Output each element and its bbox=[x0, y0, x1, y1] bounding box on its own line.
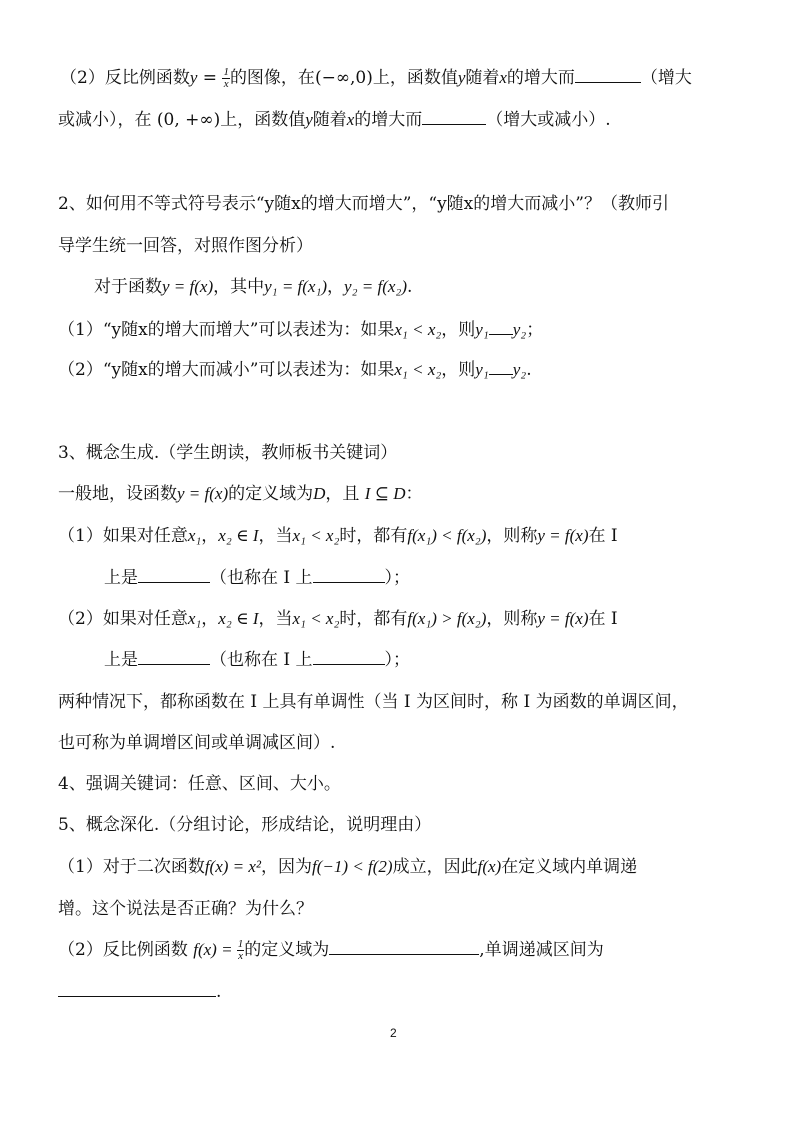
domain-statement: 一般地，设函数y = f(x)的定义域为D，且 I ⊆ D： bbox=[58, 484, 423, 504]
answer-blank[interactable] bbox=[313, 566, 385, 583]
decreasing-definition-continued: 上是 （也称在 I 上 ）； bbox=[104, 650, 411, 670]
answer-blank[interactable] bbox=[138, 648, 210, 665]
reciprocal-question: （2）反比例函数 f(x) = $\frac{1}{x}$ 的定义域为 ,单调递减区间为 bbox=[58, 938, 604, 962]
answer-blank[interactable] bbox=[489, 318, 513, 335]
function-definition-line: 对于函数y = f(x)，其中y₁ = f(x₁)，y₂ = f(x₂). bbox=[94, 277, 413, 297]
fraction-1-over-x: $\frac{1}{x}$ bbox=[223, 66, 229, 90]
monotonicity-summary-continued: 也可称为单调增区间或单调减区间）. bbox=[58, 733, 336, 753]
answer-blank[interactable] bbox=[313, 648, 385, 665]
decreasing-statement: （2）“y随x的增大而减小”可以表述为：如果x₁ < x₂，则y₁ y₂. bbox=[58, 360, 532, 380]
text-line-reciprocal-positive: 或减小），在 (0, +∞)上，函数值y随着x的增大而 （增大或减小）. bbox=[58, 110, 611, 130]
section-2-note: 导学生统一回答，对照作图分析） bbox=[58, 236, 313, 256]
decreasing-definition: （2）如果对任意x₁，x₂ ∈ I，当x₁ < x₂时，都有f(x₁) > f(x₂)，则称y = f(x)在 I bbox=[58, 609, 618, 629]
reciprocal-question-continued: . bbox=[58, 980, 221, 1004]
increasing-statement: （1）“y随x的增大而增大”可以表述为：如果x₁ < x₂，则y₁ y₂； bbox=[58, 320, 544, 340]
monotonicity-summary: 两种情况下，都称函数在 I 上具有单调性（当 I 为区间时，称 I 为函数的单调区间， bbox=[58, 692, 689, 712]
decreasing-interval-answer-blank[interactable] bbox=[58, 980, 216, 997]
page-number: 2 bbox=[390, 1026, 397, 1040]
increasing-definition: （1）如果对任意x₁，x₂ ∈ I，当x₁ < x₂时，都有f(x₁) < f(x₂)，则称y = f(x)在 I bbox=[58, 526, 618, 546]
quadratic-question-continued: 增。这个说法是否正确？为什么？ bbox=[58, 899, 313, 919]
answer-blank[interactable] bbox=[422, 108, 486, 125]
section-4-heading: 4、强调关键词：任意、区间、大小。 bbox=[58, 774, 341, 794]
text-line-reciprocal-negative: （2）反比例函数y = $\frac{1}{x}$ 的图像，在(−∞,0)上，函数值y随着x的增大而 （增大 bbox=[60, 66, 692, 90]
domain-answer-blank[interactable] bbox=[329, 938, 479, 955]
answer-blank[interactable] bbox=[138, 566, 210, 583]
section-2-heading: 2、如何用不等式符号表示“y随x的增大而增大”，“y随x的增大而减小”？（教师引 bbox=[58, 194, 669, 214]
answer-blank[interactable] bbox=[575, 66, 641, 83]
fraction-1-over-x: $\frac{1}{x}$ bbox=[237, 938, 244, 962]
section-3-heading: 3、概念生成.（学生朗读，教师板书关键词） bbox=[58, 443, 398, 463]
increasing-definition-continued: 上是 （也称在 I 上 ）； bbox=[104, 568, 411, 588]
quadratic-question: （1）对于二次函数f(x) = x²，因为f(−1) < f(2)成立，因此f(x)在定义域内单调递 bbox=[58, 857, 638, 877]
section-5-heading: 5、概念深化.（分组讨论，形成结论，说明理由） bbox=[58, 815, 432, 835]
answer-blank[interactable] bbox=[489, 358, 513, 375]
